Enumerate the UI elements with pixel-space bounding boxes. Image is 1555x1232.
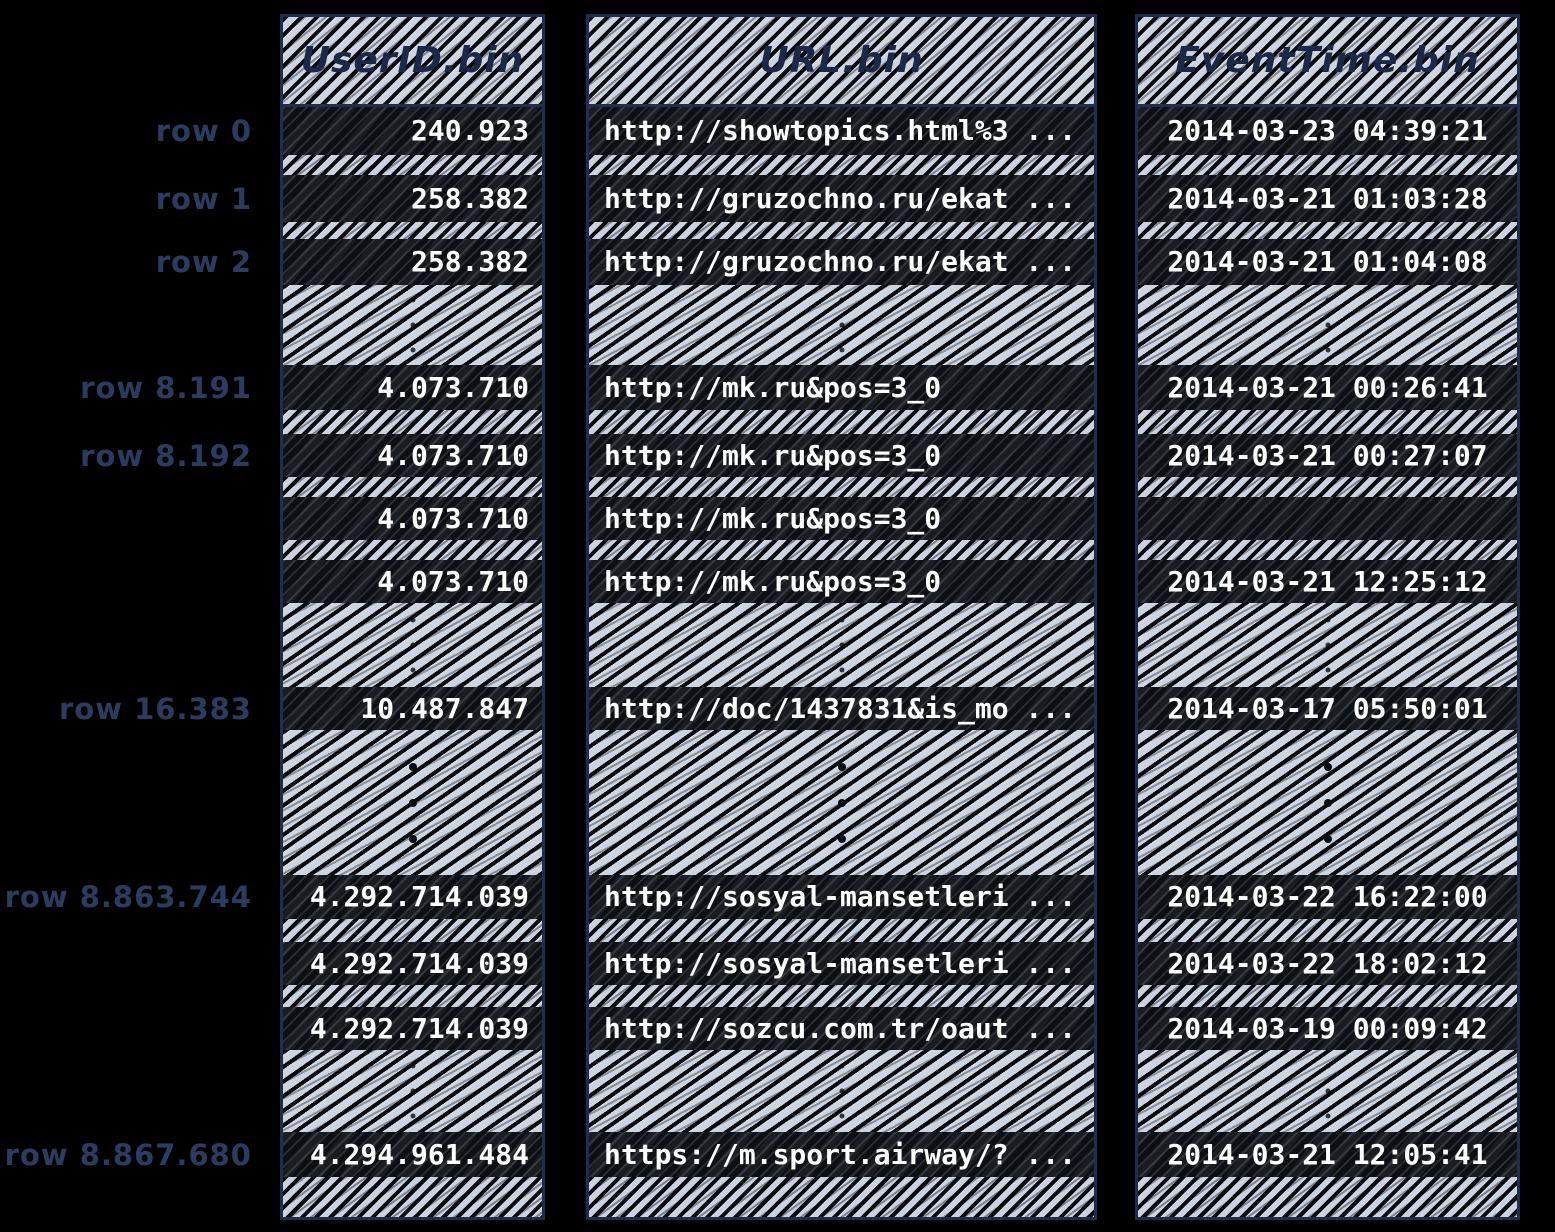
ellipsis-dot (839, 668, 844, 673)
data-row (1138, 942, 1517, 985)
data-row (1138, 434, 1517, 477)
ellipsis-dot (410, 1114, 415, 1119)
cell-value: 4.292.714.039 (309, 880, 529, 913)
ellipsis-dots (409, 763, 417, 843)
compressed-filler (589, 1177, 1094, 1217)
column-userid-bin (280, 14, 545, 1220)
cell-value: 4.292.714.039 (309, 946, 529, 980)
ellipsis-dot (410, 668, 415, 673)
cell-value: 2014-03-21 12:05:41 (1167, 1137, 1488, 1171)
data-row (589, 875, 1094, 919)
cell-value: http://sosyal-mansetleri ... (604, 880, 1077, 913)
row-index-label: row 2 (155, 245, 252, 279)
cell-value: http://mk.ru&pos=3_0 (604, 370, 942, 404)
ellipsis-dots (838, 763, 846, 843)
data-row (589, 107, 1094, 155)
ellipsis-dot (409, 835, 417, 843)
compressed-filler (1138, 222, 1517, 239)
ellipsis-dot (1325, 323, 1330, 328)
compressed-filler (589, 540, 1094, 560)
cell-value: http://gruzochno.ru/ekat ... (604, 181, 1077, 215)
file-name: URL.bin (759, 40, 924, 81)
cell-value: 2014-03-23 04:39:21 (1167, 114, 1488, 147)
compressed-filler (589, 222, 1094, 239)
ellipsis-dot (410, 1089, 415, 1094)
omitted-rows-gap (589, 603, 1094, 687)
data-row (589, 434, 1094, 477)
ellipsis-dot (839, 298, 844, 303)
data-row (589, 365, 1094, 410)
data-row (283, 107, 542, 155)
cell-value: http://mk.ru&pos=3_0 (604, 564, 942, 598)
data-row (283, 497, 542, 540)
ellipsis-dots (410, 1064, 415, 1119)
file-name: UserID.bin (300, 40, 525, 81)
compressed-filler (283, 985, 542, 1007)
cell-value: http://mk.ru&pos=3_0 (604, 501, 942, 535)
cell-value: 2014-03-21 00:26:41 (1167, 370, 1488, 404)
cell-value: 2014-03-19 00:09:42 (1167, 1011, 1488, 1045)
ellipsis-dot (410, 323, 415, 328)
cell-value: http://doc/1437831&is_mo ... (604, 691, 1077, 725)
compressed-filler (283, 222, 542, 239)
column-body (589, 107, 1094, 1217)
ellipsis-dots (410, 618, 415, 673)
cell-value: http://gruzochno.ru/ekat ... (604, 245, 1077, 278)
compressed-filler (283, 1177, 542, 1217)
column-url-bin (586, 14, 1097, 1220)
column-body (283, 107, 542, 1217)
compressed-filler (1138, 155, 1517, 175)
omitted-rows-gap (1138, 730, 1517, 875)
column-body (1138, 107, 1517, 1217)
compressed-filler (283, 155, 542, 175)
ellipsis-dot (839, 323, 844, 328)
ellipsis-dots (839, 1064, 844, 1119)
data-row (283, 1007, 542, 1050)
omitted-rows-gap (1138, 1050, 1517, 1132)
data-row (1138, 175, 1517, 222)
cell-value: 2014-03-22 16:22:00 (1167, 880, 1488, 913)
compressed-filler (589, 477, 1094, 497)
ellipsis-dot (1325, 643, 1330, 648)
ellipsis-dots (839, 618, 844, 673)
compressed-filler (589, 919, 1094, 942)
row-index-label: row 16.383 (58, 691, 252, 726)
cell-value: 2014-03-21 01:04:08 (1167, 245, 1488, 278)
ellipsis-dots (410, 298, 415, 353)
ellipsis-dot (839, 1089, 844, 1094)
data-row (589, 1007, 1094, 1050)
data-row (589, 687, 1094, 730)
column-eventtime-bin (1135, 14, 1520, 1220)
compressed-filler (589, 985, 1094, 1007)
data-row (1138, 1007, 1517, 1050)
ellipsis-dot (1325, 668, 1330, 673)
data-row (283, 365, 542, 410)
data-row (1138, 239, 1517, 285)
ellipsis-dot (1324, 763, 1332, 771)
omitted-rows-gap (283, 603, 542, 687)
compressed-filler (589, 155, 1094, 175)
row-index-label: row 8.191 (80, 370, 252, 405)
ellipsis-dot (839, 618, 844, 623)
compressed-filler (1138, 1177, 1517, 1217)
cell-value: http://sosyal-mansetleri ... (604, 946, 1077, 980)
data-row (1138, 497, 1517, 540)
ellipsis-dots (1324, 763, 1332, 843)
ellipsis-dot (410, 298, 415, 303)
cell-value: 240.923 (410, 114, 529, 147)
omitted-rows-gap (283, 1050, 542, 1132)
cell-value: 4.294.961.484 (309, 1137, 529, 1171)
cell-value: 2014-03-21 00:27:07 (1167, 438, 1488, 472)
row-index-label: row 8.867.680 (4, 1137, 252, 1172)
data-row (1138, 1132, 1517, 1177)
compressed-filler (283, 540, 542, 560)
column-file-header (283, 17, 542, 107)
compressed-filler (283, 919, 542, 942)
cell-value: 4.073.710 (377, 501, 529, 535)
data-row (589, 175, 1094, 222)
cell-value: https://m.sport.airway/? ... (604, 1137, 1077, 1171)
compressed-filler (589, 410, 1094, 434)
ellipsis-dot (839, 1114, 844, 1119)
ellipsis-dot (410, 618, 415, 623)
ellipsis-dot (1324, 835, 1332, 843)
row-index-label: row 1 (155, 181, 252, 216)
data-row (589, 1132, 1094, 1177)
data-row (283, 560, 542, 603)
data-row (283, 239, 542, 285)
data-row (1138, 875, 1517, 919)
data-row (283, 434, 542, 477)
cell-value: 4.292.714.039 (309, 1011, 529, 1045)
data-row (589, 942, 1094, 985)
ellipsis-dot (1325, 618, 1330, 623)
cell-value: 258.382 (410, 181, 529, 215)
compressed-filler (283, 477, 542, 497)
data-row (283, 875, 542, 919)
data-row (1138, 107, 1517, 155)
row-index-label: row 0 (155, 114, 252, 148)
omitted-rows-gap (283, 730, 542, 875)
omitted-rows-gap (589, 1050, 1094, 1132)
ellipsis-dot (838, 763, 846, 771)
ellipsis-dots (1325, 1064, 1330, 1119)
column-file-header (1138, 17, 1517, 107)
cell-value: 4.073.710 (377, 370, 529, 404)
omitted-rows-gap (589, 285, 1094, 365)
cell-value: 2014-03-17 05:50:01 (1167, 691, 1488, 725)
ellipsis-dot (839, 1064, 844, 1069)
compressed-filler (1138, 410, 1517, 434)
ellipsis-dots (1325, 298, 1330, 353)
cell-value: http://mk.ru&pos=3_0 (604, 438, 942, 472)
cell-value: 2014-03-21 12:25:12 (1167, 564, 1488, 598)
cell-value: 10.487.847 (360, 691, 529, 725)
ellipsis-dot (410, 643, 415, 648)
row-index-label: row 8.863.744 (4, 880, 252, 914)
compressed-filler (1138, 477, 1517, 497)
data-row (283, 175, 542, 222)
cell-value: 4.073.710 (377, 564, 529, 598)
data-row (1138, 365, 1517, 410)
ellipsis-dot (1325, 1114, 1330, 1119)
ellipsis-dot (410, 1064, 415, 1069)
data-row (589, 239, 1094, 285)
cell-value: http://showtopics.html%3 ... (604, 114, 1077, 147)
ellipsis-dot (1325, 348, 1330, 353)
compressed-filler (1138, 985, 1517, 1007)
omitted-rows-gap (1138, 603, 1517, 687)
ellipsis-dot (838, 799, 846, 807)
ellipsis-dots (1325, 618, 1330, 673)
cell-value: http://sozcu.com.tr/oaut ... (604, 1011, 1077, 1045)
ellipsis-dot (409, 763, 417, 771)
data-row (1138, 560, 1517, 603)
compressed-filler (1138, 540, 1517, 560)
cell-value: 2014-03-22 18:02:12 (1167, 946, 1488, 980)
data-row (589, 497, 1094, 540)
omitted-rows-gap (589, 730, 1094, 875)
ellipsis-dot (839, 348, 844, 353)
ellipsis-dot (1325, 1089, 1330, 1094)
ellipsis-dot (1325, 298, 1330, 303)
cell-value: 258.382 (410, 245, 529, 278)
row-index-label: row 8.192 (80, 438, 252, 473)
data-row (283, 942, 542, 985)
omitted-rows-gap (283, 285, 542, 365)
data-row (283, 1132, 542, 1177)
ellipsis-dot (839, 643, 844, 648)
cell-value: 4.073.710 (377, 438, 529, 472)
compressed-filler (283, 410, 542, 434)
data-row (589, 560, 1094, 603)
ellipsis-dot (409, 799, 417, 807)
omitted-rows-gap (1138, 285, 1517, 365)
ellipsis-dot (410, 348, 415, 353)
ellipsis-dot (1324, 799, 1332, 807)
compressed-filler (1138, 919, 1517, 942)
data-row (1138, 687, 1517, 730)
ellipsis-dot (838, 835, 846, 843)
ellipsis-dot (1325, 1064, 1330, 1069)
ellipsis-dots (839, 298, 844, 353)
column-file-header (589, 17, 1094, 107)
file-name: EventTime.bin (1175, 40, 1480, 81)
cell-value: 2014-03-21 01:03:28 (1167, 181, 1488, 215)
data-row (283, 687, 542, 730)
